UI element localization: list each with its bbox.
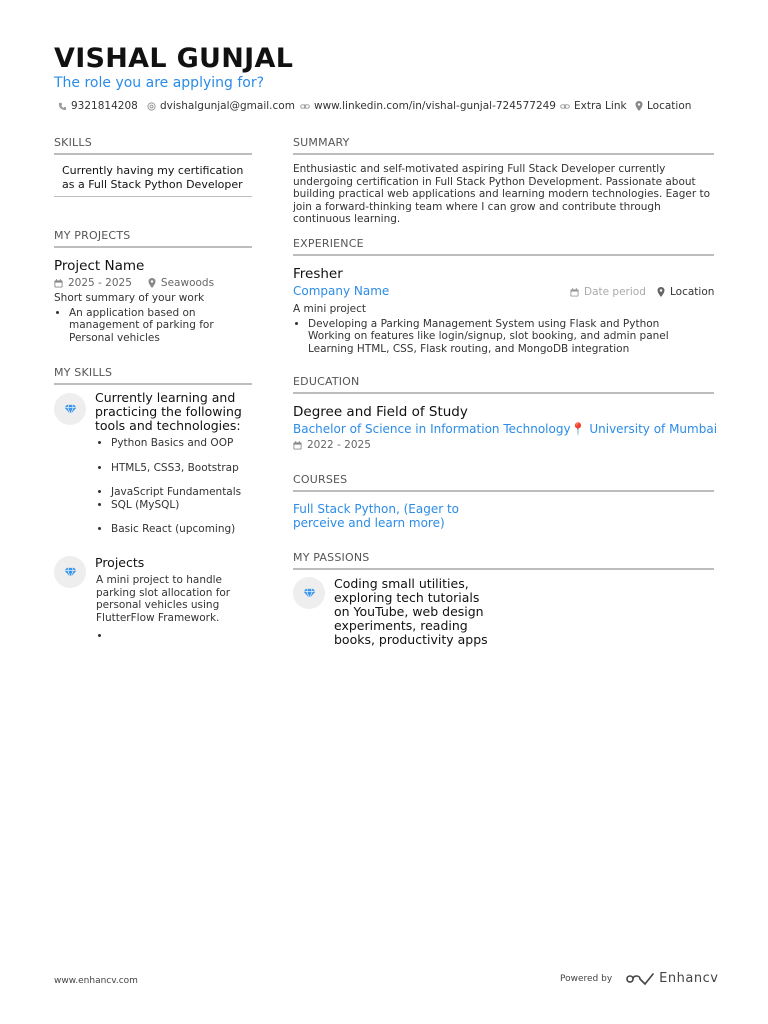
projects-heading: MY PROJECTS (54, 229, 252, 248)
date-text: Date period (584, 286, 646, 298)
bullet-line: Working on features like login/signup, slot booking, and admin panel (308, 330, 669, 342)
calendar-icon (570, 288, 579, 297)
experience-company-row (293, 284, 714, 300)
role-title: The role you are applying for? (54, 75, 265, 91)
project-period: 2025 - 2025 (68, 277, 132, 289)
experience-bullets (293, 318, 714, 356)
brand-name: Enhancv (659, 971, 719, 986)
passions-section (293, 551, 714, 647)
location-text: Location (670, 286, 715, 298)
footer-branding[interactable] (560, 971, 718, 986)
skill-bullet: • SQL (MySQL) (111, 499, 179, 512)
project-bullets (54, 307, 252, 345)
contact-linkedin[interactable] (300, 100, 556, 112)
skills-section (54, 136, 252, 197)
skills-text: Currently having my certification as a Full Stack Python Developer (54, 155, 252, 197)
diamond-icon (54, 393, 86, 425)
bullet-line: • Developing a Parking Management System using Flask and Python (308, 317, 660, 330)
link-icon (560, 102, 570, 111)
email-text: dvishalgunjal@gmail.com (160, 100, 295, 112)
courses-section (293, 473, 714, 530)
enhancv-logo-icon (626, 972, 654, 986)
program-name: Bachelor of Science in Information Technology (293, 422, 571, 436)
my-skills-item-title: Projects (95, 555, 145, 570)
empty-bullet-list (96, 630, 251, 643)
projects-section (54, 229, 252, 344)
course-text: Full Stack Python, (Eager to perceive and learn more) (293, 502, 460, 530)
contact-phone[interactable] (58, 100, 138, 112)
phone-text: 9321814208 (71, 100, 138, 112)
education-heading: EDUCATION (293, 375, 714, 394)
education-section (293, 375, 718, 451)
contact-email[interactable] (147, 100, 295, 112)
my-skills-heading: MY SKILLS (54, 366, 252, 385)
experience-date (570, 286, 646, 298)
experience-bullet (308, 318, 714, 356)
location-pin-icon (635, 101, 643, 111)
location-pin-icon (657, 287, 665, 297)
location-pin-icon (148, 278, 156, 288)
my-skills-item-title: Currently learning and practicing the following tools and technologies: (95, 390, 242, 433)
summary-heading: SUMMARY (293, 136, 714, 155)
extra-link-text: Extra Link (574, 100, 627, 112)
education-program-row (293, 422, 718, 436)
calendar-icon (293, 441, 302, 450)
contact-extra-link[interactable] (560, 100, 627, 112)
education-period: 2022 - 2025 (307, 439, 371, 451)
diamond-icon (293, 577, 325, 609)
powered-by-text: Powered by (560, 973, 613, 984)
my-skills-section (54, 366, 252, 624)
skill-bullet: • JavaScript Fundamentals (111, 486, 241, 499)
experience-heading: EXPERIENCE (293, 237, 714, 256)
contact-location (635, 100, 691, 112)
skills-heading: SKILLS (54, 136, 252, 155)
experience-location (657, 286, 714, 298)
education-meta (293, 439, 714, 451)
phone-icon (58, 102, 67, 111)
passions-heading: MY PASSIONS (293, 551, 714, 570)
summary-text: Enthusiastic and self-motivated aspiring Full Stack Developer currently undergoing certification in Full Stack Python Development. Passionate about building practical web applications and learning modern technologies. Eager to join a forward-thinking team where I can grow and contribute through continuous learning. (293, 163, 711, 225)
passions-text: Coding small utilities, exploring tech tutorials on YouTube, web design experiments, reading books, productivity apps (334, 576, 488, 647)
link-icon (300, 102, 310, 111)
skill-bullet: • HTML5, CSS3, Bootstrap (111, 462, 239, 475)
linkedin-text: www.linkedin.com/in/vishal-gunjal-724577249 (314, 100, 556, 112)
project-meta (54, 277, 252, 289)
project-summary: Short summary of your work (54, 292, 205, 304)
courses-heading: COURSES (293, 473, 714, 492)
diamond-icon (54, 556, 86, 588)
location-text: Location (647, 100, 692, 112)
project-name: Project Name (54, 258, 145, 274)
project-bullet: • An application based on management of parking for Personal vehicles (69, 307, 252, 345)
university-name: University of Mumbai (589, 422, 718, 436)
skill-bullet: • Python Basics and OOP (111, 437, 233, 450)
empty-bullet (111, 630, 251, 643)
company-name: Company Name (293, 284, 390, 298)
at-icon (147, 102, 156, 111)
calendar-icon (54, 279, 63, 288)
footer-website[interactable]: www.enhancv.com (54, 976, 138, 986)
degree-title: Degree and Field of Study (293, 404, 468, 420)
project-location: Seawoods (160, 277, 215, 289)
summary-section (293, 136, 714, 226)
experience-desc: A mini project (293, 303, 367, 315)
pin-emoji: 📍 (570, 422, 586, 436)
experience-section (293, 237, 714, 355)
experience-role: Fresher (293, 266, 343, 282)
skill-bullet: • Basic React (upcoming) (111, 523, 235, 536)
my-skills-item-desc: A mini project to handle parking slot allocation for personal vehicles using FlutterFlow Framework. (96, 574, 231, 624)
bullet-line: Learning HTML, CSS, Flask routing, and MongoDB integration (308, 342, 630, 355)
candidate-name: VISHAL GUNJAL (54, 43, 294, 74)
